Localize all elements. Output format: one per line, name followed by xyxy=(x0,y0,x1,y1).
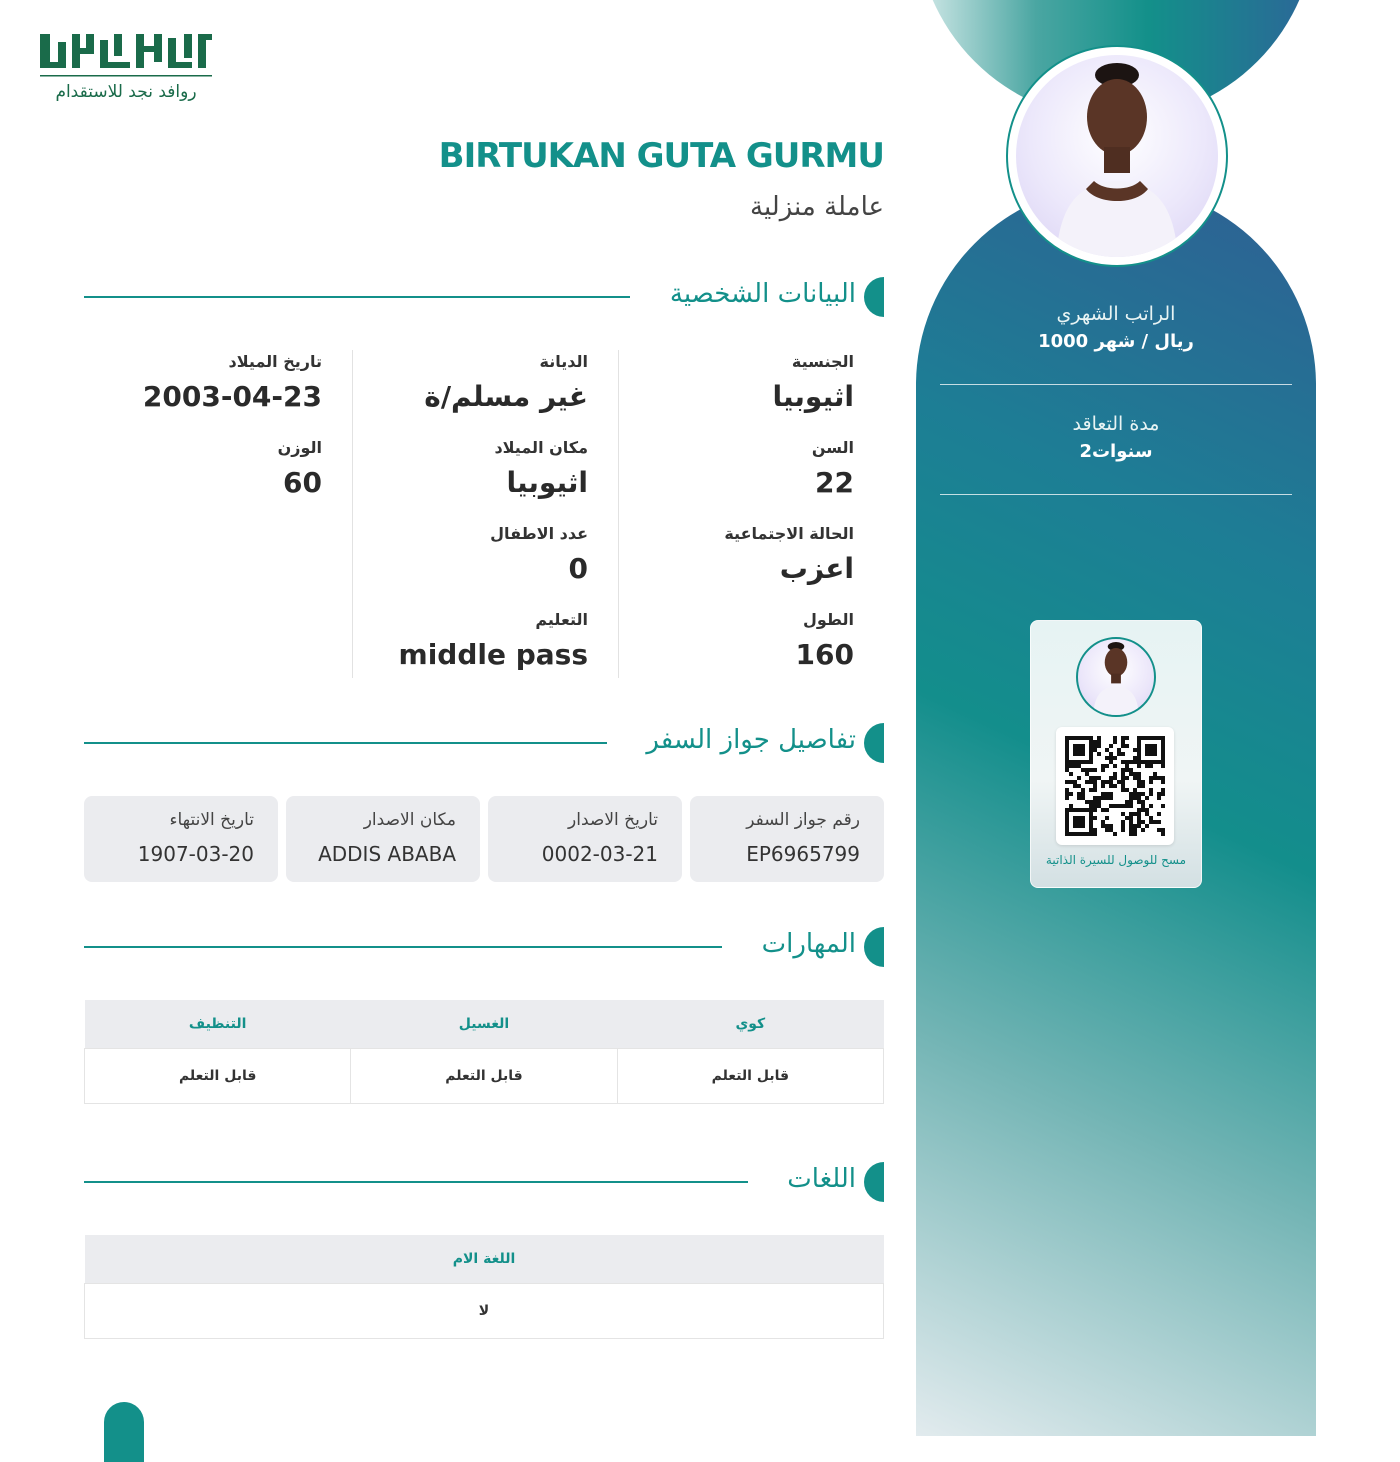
passport-issue-place-card xyxy=(286,796,480,882)
skills-header-row xyxy=(85,1000,884,1049)
section-languages-header xyxy=(84,1162,884,1202)
passport-number-value: EP6965799 xyxy=(746,842,860,866)
skill-value: قابل التعلم xyxy=(617,1049,883,1104)
passport-issue-date-card xyxy=(488,796,682,882)
profile-photo-frame xyxy=(1006,45,1228,267)
section-divider xyxy=(84,1181,748,1183)
expiry-label: تاريخ الانتهاء xyxy=(169,810,254,830)
birthplace-label: مكان الميلاد xyxy=(494,438,588,457)
contract-value: 2سنوات xyxy=(1079,441,1153,462)
section-marker xyxy=(864,277,884,317)
profile-sidebar xyxy=(916,0,1316,1436)
section-divider xyxy=(84,742,607,744)
personal-column-3 xyxy=(98,350,322,678)
children-label: عدد الاطفال xyxy=(490,524,588,543)
language-value: لا xyxy=(85,1284,884,1339)
section-title: البيانات الشخصية xyxy=(669,279,856,309)
sidebar-divider xyxy=(940,384,1292,385)
languages-table xyxy=(84,1235,884,1339)
passport-number-label: رقم جواز السفر xyxy=(746,810,860,830)
qr-code-icon xyxy=(1056,727,1174,845)
section-title: تفاصيل جواز السفر xyxy=(646,725,856,755)
salary-value: 1000 ريال / شهر xyxy=(1038,331,1194,352)
height-label: الطول xyxy=(803,610,854,629)
sidebar-divider xyxy=(940,494,1292,495)
issue-place-label: مكان الاصدار xyxy=(363,810,456,830)
column-divider xyxy=(352,350,353,678)
section-title: اللغات xyxy=(787,1164,856,1194)
salary-label: الراتب الشهري xyxy=(1056,303,1176,325)
section-personal-header xyxy=(84,277,884,317)
religion-value: غير مسلم/ة xyxy=(424,380,588,413)
qr-code[interactable] xyxy=(1056,727,1174,845)
birthplace-value: اثيوبيا xyxy=(506,466,588,499)
skill-value: قابل التعلم xyxy=(85,1049,351,1104)
section-divider xyxy=(84,946,722,948)
section-skills-header xyxy=(84,927,884,967)
languages-header-row xyxy=(85,1235,884,1284)
issue-place-value: ADDIS ABABA xyxy=(318,842,456,866)
skill-header: الغسيل xyxy=(351,1000,617,1049)
personal-column-1 xyxy=(630,350,854,678)
person-silhouette-icon xyxy=(1078,639,1154,715)
company-logo xyxy=(36,28,216,108)
weight-label: الوزن xyxy=(277,438,322,457)
skill-header: التنظيف xyxy=(85,1000,351,1049)
skill-header: كوي xyxy=(617,1000,883,1049)
logo-subtitle: روافد نجد للاستقدام xyxy=(55,82,197,102)
salary-block xyxy=(940,303,1292,352)
nationality-label: الجنسية xyxy=(791,352,854,371)
passport-expiry-card xyxy=(84,796,278,882)
passport-number-card xyxy=(690,796,884,882)
worker-role: عاملة منزلية xyxy=(750,192,884,222)
marital-value: اعزب xyxy=(779,552,854,585)
profile-photo xyxy=(1016,55,1218,257)
age-label: السن xyxy=(811,438,854,457)
section-marker xyxy=(864,723,884,763)
section-marker xyxy=(864,927,884,967)
dob-value: 2003-04-23 xyxy=(142,380,322,413)
card-photo xyxy=(1076,637,1156,717)
education-value: middle pass xyxy=(398,638,588,671)
education-label: التعليم xyxy=(535,610,588,629)
marital-label: الحالة الاجتماعية xyxy=(724,524,854,543)
dob-label: تاريخ الميلاد xyxy=(228,352,322,371)
language-header: اللغة الام xyxy=(85,1235,884,1284)
skills-value-row xyxy=(85,1049,884,1104)
column-divider xyxy=(618,350,619,678)
skills-table xyxy=(84,1000,884,1104)
decorative-pill xyxy=(104,1402,144,1462)
section-divider xyxy=(84,296,630,298)
issue-date-value: 0002-03-21 xyxy=(541,842,658,866)
section-passport-header xyxy=(84,723,884,763)
weight-value: 60 xyxy=(283,466,322,499)
logo-mark-icon xyxy=(36,28,216,78)
age-value: 22 xyxy=(815,466,854,499)
expiry-value: 1907-03-20 xyxy=(137,842,254,866)
nationality-value: اثيوبيا xyxy=(772,380,854,413)
qr-card[interactable] xyxy=(1030,620,1202,888)
skill-value: قابل التعلم xyxy=(351,1049,617,1104)
religion-label: الديانة xyxy=(539,352,588,371)
languages-value-row xyxy=(85,1284,884,1339)
contract-label: مدة التعاقد xyxy=(1072,413,1160,435)
children-value: 0 xyxy=(568,552,588,585)
section-title: المهارات xyxy=(761,929,856,959)
worker-name: BIRTUKAN GUTA GURMU xyxy=(438,136,884,176)
qr-caption: مسح للوصول للسيرة الذاتية xyxy=(1045,853,1187,867)
personal-column-2 xyxy=(364,350,588,678)
height-value: 160 xyxy=(795,638,854,671)
section-marker xyxy=(864,1162,884,1202)
issue-date-label: تاريخ الاصدار xyxy=(568,810,658,830)
person-silhouette-icon xyxy=(1016,55,1218,257)
contract-block xyxy=(940,413,1292,462)
